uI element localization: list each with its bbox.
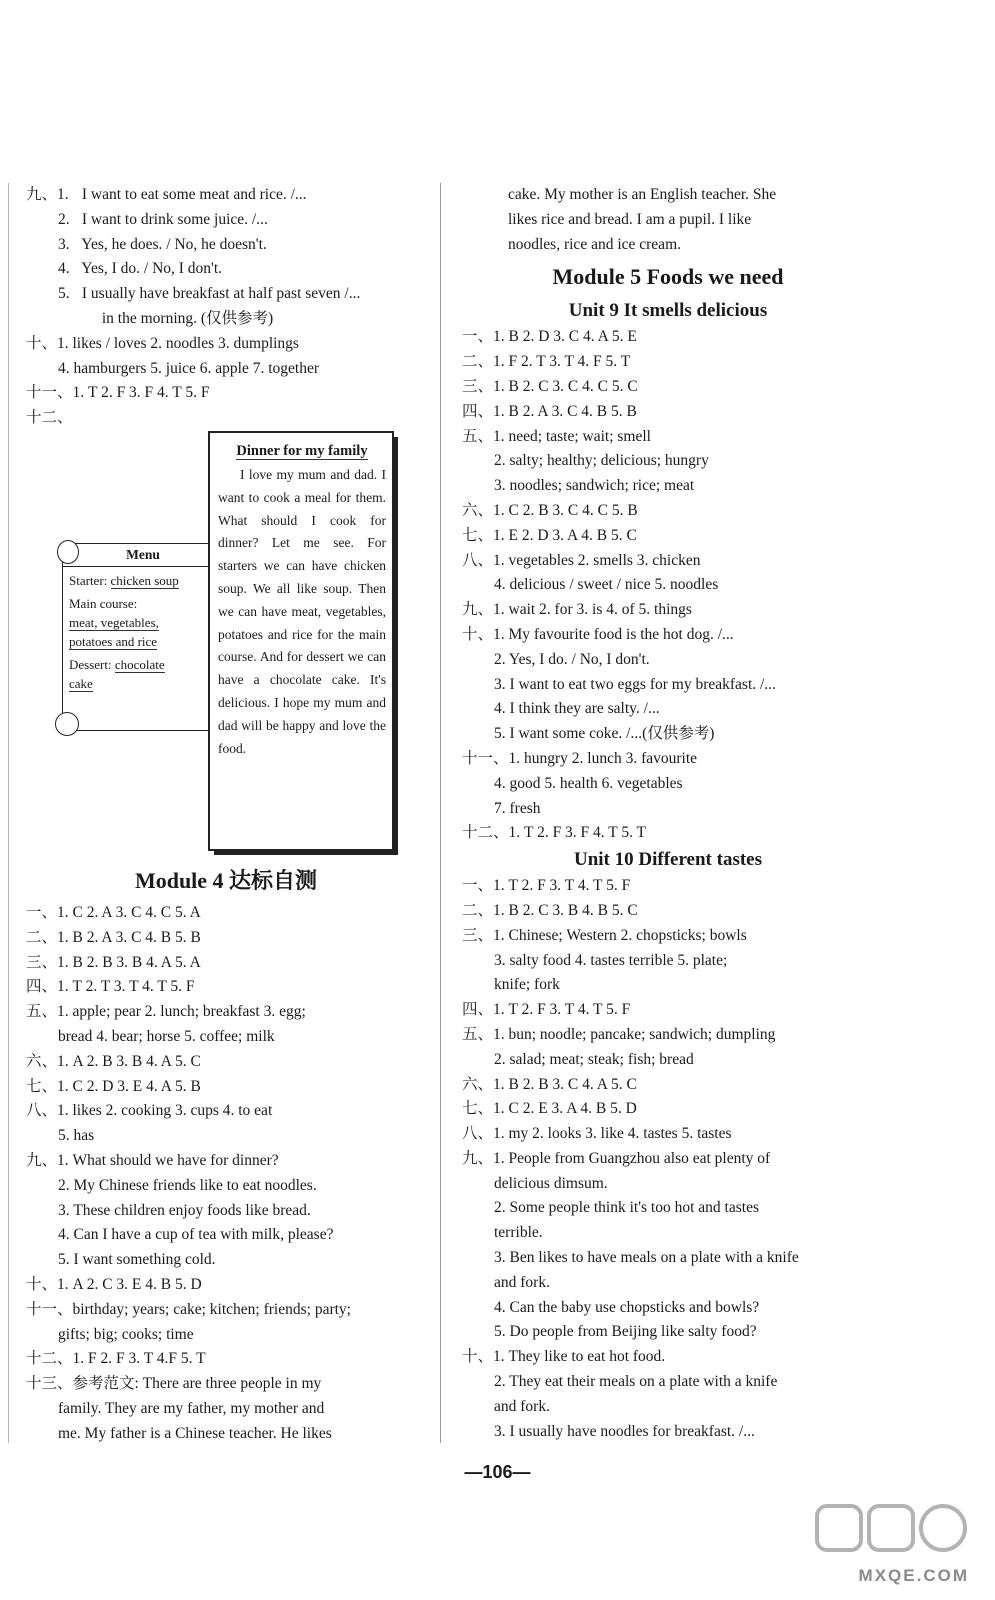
answer-line: 二、1. B 2. A 3. C 4. B 5. B	[26, 928, 201, 946]
right-column	[462, 183, 874, 1444]
answer-line: 一、1. T 2. F 3. T 4. T 5. F	[462, 877, 631, 895]
answer-line: 7. fresh	[494, 799, 541, 817]
answer-line: 3. salty food 4. tastes terrible 5. plate;	[494, 951, 728, 969]
answer-line: 4. good 5. health 6. vegetables	[494, 774, 683, 792]
answer-line: 三、1. B 2. C 3. C 4. C 5. C	[462, 377, 638, 395]
menu-dessert: Dessert: chocolate cake	[69, 656, 165, 691]
answer-line: 五、1. apple; pear 2. lunch; breakfast 3. egg;	[26, 1003, 306, 1021]
answer-line: 4. delicious / sweet / nice 5. noodles	[494, 576, 719, 594]
question-number: 九、1.	[26, 186, 69, 203]
answer-line: 八、1. vegetables 2. smells 3. chicken	[462, 551, 701, 569]
answer-line: 六、1. B 2. B 3. C 4. A 5. C	[462, 1075, 637, 1093]
answer-text: I want to eat some meat and rice. /...	[78, 186, 307, 203]
answer-line: gifts; big; cooks; time	[58, 1325, 194, 1343]
module-4-answers	[26, 901, 426, 1447]
answer-text: I want to drink some juice. /...	[78, 210, 268, 228]
answer-line: 四、1. B 2. A 3. C 4. B 5. B	[462, 402, 637, 420]
answer-line: 二、1. F 2. T 3. T 4. F 5. T	[462, 353, 631, 371]
answer-line: 十二、1. F 2. F 3. T 4.F 5. T	[26, 1350, 206, 1368]
column-divider	[440, 183, 441, 1443]
menu-card	[62, 543, 224, 731]
answer-line: 十、1. They like to eat hot food.	[462, 1348, 666, 1366]
answer-line: 二、1. B 2. C 3. B 4. B 5. C	[462, 901, 638, 919]
answer-text: in the morning. (仅供参考)	[98, 309, 274, 327]
answer-line: knife; fork	[494, 976, 560, 994]
answer-line: 4. I think they are salty. /...	[494, 700, 660, 718]
section-11-line: 十一、1. T 2. F 3. F 4. T 5. F	[26, 384, 210, 402]
answer-line: 九、1. People from Guangzhou also eat plenty of	[462, 1149, 771, 1167]
answer-line: 十一、1. hungry 2. lunch 3. favourite	[462, 749, 698, 767]
module-4-heading: Module 4 达标自测	[134, 867, 318, 893]
scroll-curl-icon	[57, 540, 79, 564]
section-12-line: 十二、	[26, 409, 73, 427]
module-5-heading: Module 5 Foods we need	[552, 264, 784, 290]
answer-line	[26, 257, 426, 282]
answer-line: 2. Some people think it's too hot and tastes	[494, 1199, 759, 1217]
answer-line: 4. Can I have a cup of tea with milk, please?	[58, 1226, 334, 1244]
answer-line: 八、1. likes 2. cooking 3. cups 4. to eat	[26, 1102, 273, 1120]
page-number: —106—	[464, 1462, 531, 1482]
answer-line: 三、1. B 2. B 3. B 4. A 5. A	[26, 953, 201, 971]
answer-line: 七、1. C 2. E 3. A 4. B 5. D	[462, 1100, 637, 1118]
answer-line	[26, 233, 426, 258]
letter-title: Dinner for my family	[236, 442, 368, 459]
answer-line: 九、1. What should we have for dinner?	[26, 1151, 279, 1169]
answer-line: 十二、1. T 2. F 3. F 4. T 5. T	[462, 824, 647, 842]
answer-line: and fork.	[494, 1397, 550, 1415]
answer-line: 七、1. C 2. D 3. E 4. A 5. B	[26, 1077, 201, 1095]
answer-line: cake. My mother is an English teacher. She	[508, 186, 777, 203]
answer-line: 2. salty; healthy; delicious; hungry	[494, 452, 709, 470]
letter-shadow	[394, 437, 398, 853]
unit-10-heading: Unit 10 Different tastes	[573, 849, 763, 871]
answer-line: 十、1. My favourite food is the hot dog. /...	[462, 625, 734, 643]
section-10-line: 十、1. likes / loves 2. noodles 3. dumplings	[26, 334, 299, 352]
menu-main-course: Main course: meat, vegetables, potatoes and rice	[69, 595, 159, 649]
answer-line: 3. I usually have noodles for breakfast. /...	[494, 1422, 755, 1440]
answer-line: 2. My Chinese friends like to eat noodles.	[58, 1176, 317, 1194]
answer-line: 3. These children enjoy foods like bread.	[58, 1201, 311, 1219]
answer-line: 3. I want to eat two eggs for my breakfast. /...	[494, 675, 776, 693]
question-number: 5.	[58, 285, 70, 303]
answer-line: 十一、birthday; years; cake; kitchen; friends; party;	[26, 1300, 351, 1318]
answer-line	[26, 208, 426, 233]
answer-line: 3. noodles; sandwich; rice; meat	[494, 477, 695, 495]
scroll-curl-icon	[55, 712, 79, 736]
answer-line: and fork.	[494, 1273, 550, 1291]
answer-line: 五、1. need; taste; wait; smell	[462, 427, 651, 445]
question-number: 4.	[58, 260, 70, 278]
section-9-answers	[26, 183, 426, 332]
answer-text: Yes, I do. / No, I don't.	[78, 260, 223, 278]
answer-line: 2. salad; meat; steak; fish; bread	[494, 1050, 694, 1068]
answer-line: 四、1. T 2. T 3. T 4. T 5. F	[26, 978, 195, 996]
answer-line: bread 4. bear; horse 5. coffee; milk	[58, 1027, 275, 1045]
answer-line: 2. Yes, I do. / No, I don't.	[494, 650, 650, 668]
answer-line	[26, 307, 426, 332]
answer-line	[26, 282, 426, 307]
answer-line: 4. Can the baby use chopsticks and bowls?	[494, 1298, 760, 1316]
answer-line: 5. Do people from Beijing like salty food?	[494, 1323, 757, 1341]
answer-line: 一、1. B 2. D 3. C 4. A 5. E	[462, 328, 637, 346]
answer-line: likes rice and bread. I am a pupil. I like	[508, 210, 752, 228]
answer-line: 一、1. C 2. A 3. C 4. C 5. A	[26, 903, 201, 921]
answer-line: me. My father is a Chinese teacher. He likes	[58, 1424, 332, 1442]
answer-line: 八、1. my 2. looks 3. like 4. tastes 5. tastes	[462, 1125, 732, 1143]
answer-line: 六、1. C 2. B 3. C 4. C 5. B	[462, 501, 638, 519]
answer-line: 五、1. bun; noodle; pancake; sandwich; dumpling	[462, 1025, 776, 1043]
letter-shadow	[214, 851, 398, 855]
answer-line: noodles, rice and ice cream.	[508, 235, 681, 253]
question-number: 2.	[58, 210, 70, 228]
letter-body: I love my mum and dad. I want to cook a meal for them. What should I cook for dinner? Let me see. For starters we can have chicken soup. We all like soup. Then we can have meat, vegetables, potatoes and rice for the main course. And for dessert we can have a chocolate cake. It's delicious. I hope my mum and dad will be happy and love the food.	[218, 466, 386, 756]
answer-line: terrible.	[494, 1224, 543, 1242]
unit-10-answers	[462, 874, 874, 1444]
letter-box	[208, 431, 394, 851]
menu-and-letter-figure	[26, 431, 426, 861]
answer-line: 六、1. A 2. B 3. B 4. A 5. C	[26, 1052, 201, 1070]
unit-9-heading: Unit 9 It smells delicious	[568, 300, 768, 322]
unit-9-answers	[462, 325, 874, 846]
answer-text: I usually have breakfast at half past seven /...	[78, 285, 361, 303]
answer-line: 5. I want some coke. /...(仅供参考)	[494, 725, 715, 743]
answer-line: 5. has	[58, 1127, 95, 1145]
answer-line: 七、1. E 2. D 3. A 4. B 5. C	[462, 526, 637, 544]
answer-line: family. They are my father, my mother and	[58, 1399, 325, 1417]
answer-line: 三、1. Chinese; Western 2. chopsticks; bowls	[462, 926, 747, 944]
answer-line: 2. They eat their meals on a plate with a knife	[494, 1373, 778, 1391]
answer-line	[26, 183, 426, 208]
answer-line: 四、1. T 2. F 3. T 4. T 5. F	[462, 1001, 631, 1019]
answer-line: 九、1. wait 2. for 3. is 4. of 5. things	[462, 601, 692, 619]
answer-line: 3. Ben likes to have meals on a plate with a knife	[494, 1249, 799, 1267]
answer-line: delicious dimsum.	[494, 1174, 608, 1192]
menu-title: Menu	[63, 544, 223, 567]
left-margin-rule	[8, 183, 9, 1443]
answer-line: 十、1. A 2. C 3. E 4. B 5. D	[26, 1275, 202, 1293]
left-column	[26, 183, 426, 1447]
section-10-line: 4. hamburgers 5. juice 6. apple 7. together	[58, 359, 319, 377]
essay-continuation	[462, 183, 874, 257]
menu-starter: Starter: chicken soup	[69, 572, 179, 588]
answer-line: 5. I want something cold.	[58, 1251, 216, 1269]
question-number: 3.	[58, 235, 70, 253]
answer-line: 十三、参考范文: There are three people in my	[26, 1375, 322, 1393]
watermark-text: MXQE.COM	[858, 1566, 969, 1585]
answer-text: Yes, he does. / No, he doesn't.	[78, 235, 267, 253]
